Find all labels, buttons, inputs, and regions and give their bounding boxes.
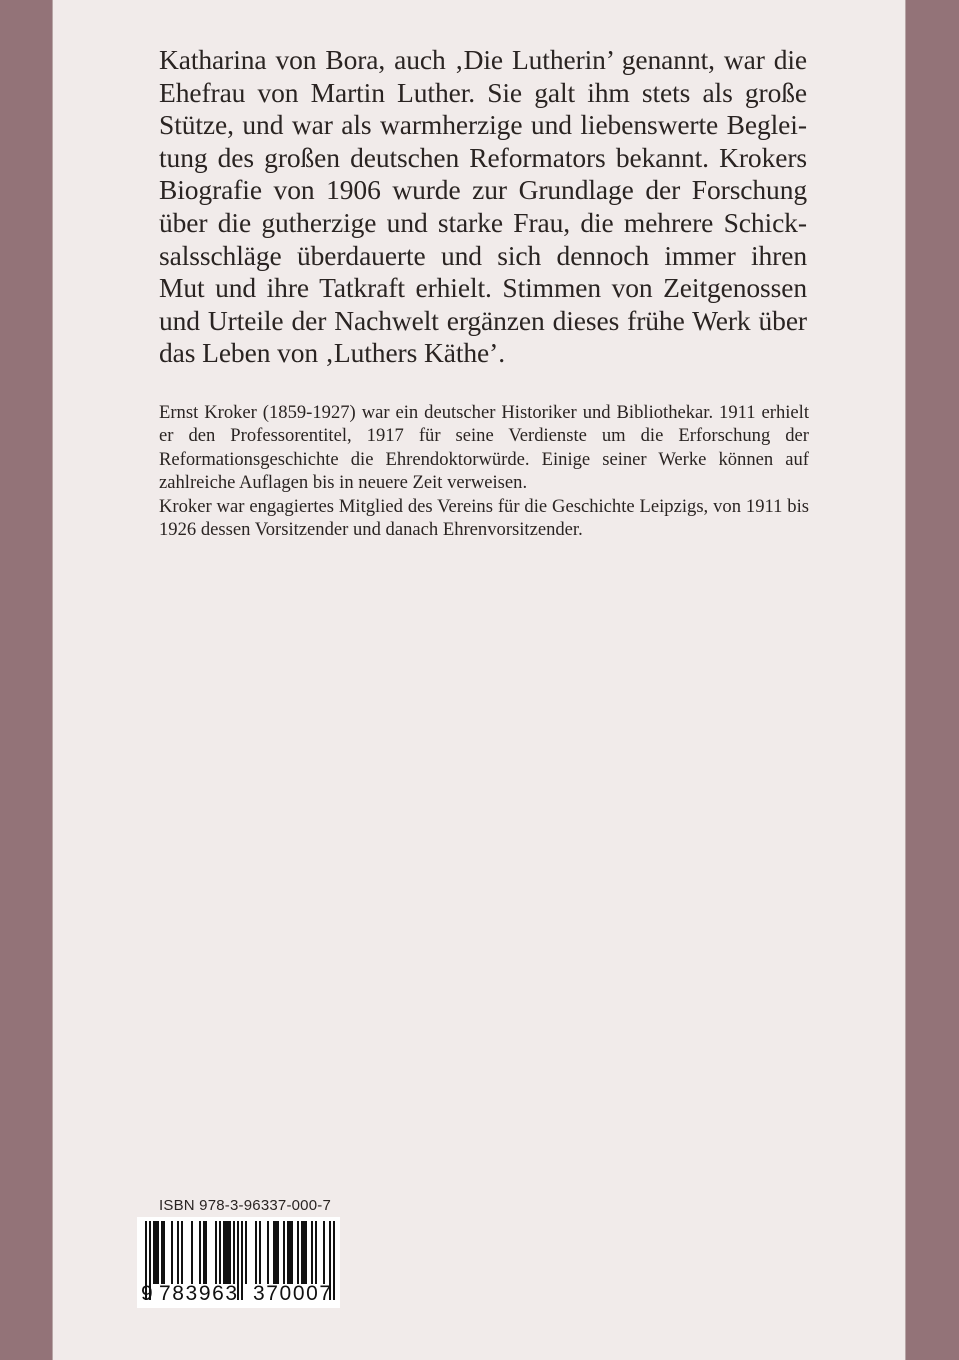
barcode-digits (137, 1280, 340, 1306)
barcode-bar (191, 1221, 193, 1284)
barcode-bar (289, 1221, 291, 1284)
blurb-paragraph: Katharina von Bora, auch ‚Die Lutherin’ genannt, war die Ehefrau von Martin Luther. Sie galt ihm stets als große Stütze, und war als warmherzige und liebenswerte Begleitung des großen deutschen Reformators bekannt. Krokers Biografie von 1906 wurde zur Grundlage der Forschung über die gutherzige und starke Frau, die mehrere Schicksalsschläge überdauerte und sich dennoch immer ihren Mut und ihre Tatkraft erhielt. Stimmen von Zeitgenossen und Urteile der Nachwelt ergänzen dieses frühe Werk über das Leben von ‚Luthers Käthe’. (159, 44, 807, 369)
barcode-bar (305, 1221, 307, 1284)
barcode-bar (203, 1221, 205, 1284)
barcode-bar (287, 1221, 289, 1284)
barcode-bar (303, 1221, 305, 1284)
barcode-digit-first: 9 (141, 1282, 153, 1305)
barcode-bar (219, 1221, 221, 1284)
barcode-bar (315, 1221, 317, 1284)
barcode-bar (181, 1221, 183, 1284)
isbn-label: ISBN 978-3-96337-000-7 (159, 1197, 332, 1214)
barcode-digits-left: 783963 (159, 1282, 239, 1305)
author-bio-paragraph-2: Kroker war engagiertes Mitglied des Vereins für die Geschichte Leipzigs, von 1911 bis 1926 dessen Vorsitzender und danach Ehrenvorsitzender. (159, 495, 809, 541)
barcode-bar (267, 1221, 269, 1284)
barcode-bar (275, 1221, 277, 1284)
barcode-bar (283, 1221, 285, 1284)
barcode-bar (233, 1221, 235, 1284)
barcode-bar (323, 1221, 325, 1284)
barcode-bar (161, 1221, 163, 1284)
barcode-bar (157, 1221, 159, 1284)
barcode-bar (311, 1221, 313, 1284)
barcode-bar (205, 1221, 207, 1284)
author-bio (159, 401, 809, 541)
barcode-bar (199, 1221, 201, 1284)
barcode-bar (291, 1221, 293, 1284)
author-bio-paragraph-1: Ernst Kroker (1859-1927) war ein deutscher Historiker und Bibliothekar. 1911 erhielt er den Professorentitel, 1917 für seine Verdienste um die Erforschung der Reformationsgeschichte die Ehrendoktorwürde. Einige seiner Werke können auf zahlreiche Auflagen bis in neuere Zeit verweisen. (159, 402, 809, 494)
barcode-bar (255, 1221, 257, 1284)
left-border-rule (52, 0, 53, 1360)
barcode-bar (225, 1221, 227, 1284)
barcode-bar (215, 1221, 217, 1284)
right-border-rule (905, 0, 906, 1360)
left-border-band (0, 0, 52, 1360)
barcode-bar (227, 1221, 229, 1284)
barcode-bar (171, 1221, 173, 1284)
barcode-bar (277, 1221, 279, 1284)
barcode-bar (163, 1221, 165, 1284)
barcode-bar (223, 1221, 225, 1284)
barcode-bar (297, 1221, 299, 1284)
barcode-bar (155, 1221, 157, 1284)
barcode-digits-right: 370007 (253, 1282, 333, 1305)
barcode-bar (153, 1221, 155, 1284)
barcode-bar (273, 1221, 275, 1284)
barcode-bar (229, 1221, 231, 1284)
right-border-band (906, 0, 959, 1360)
barcode-bar (259, 1221, 261, 1284)
barcode-bar (177, 1221, 179, 1284)
barcode (137, 1217, 340, 1308)
barcode-bar (245, 1221, 247, 1284)
barcode-bar (301, 1221, 303, 1284)
